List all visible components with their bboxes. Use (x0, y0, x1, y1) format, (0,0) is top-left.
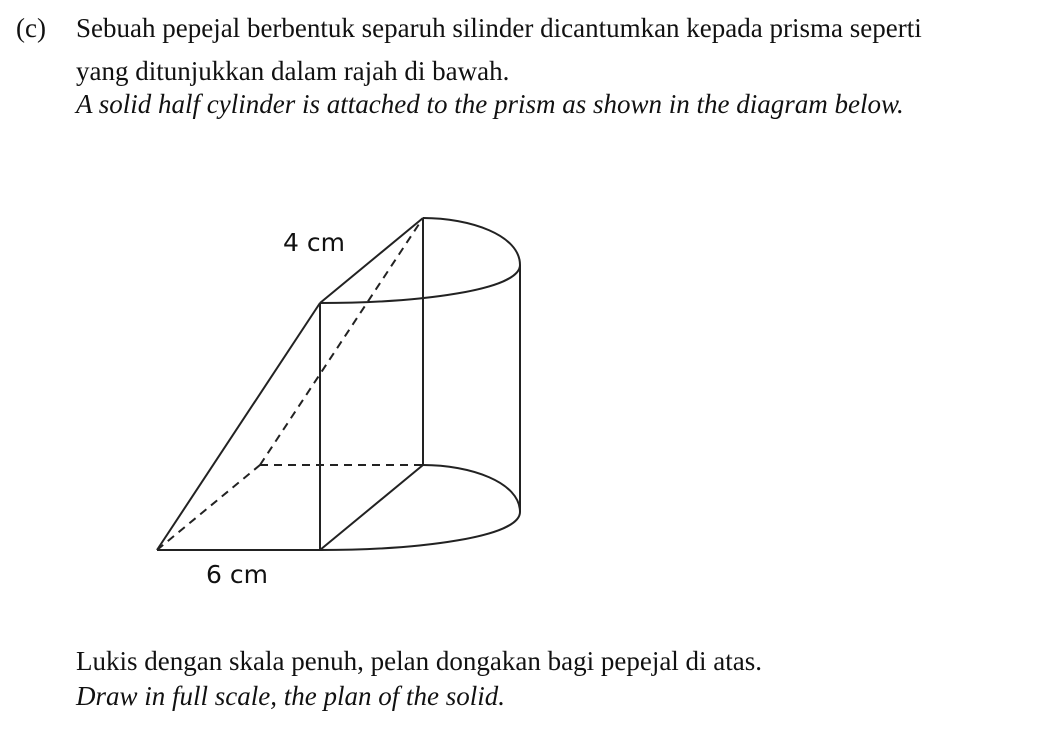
half-cylinder-top-arc (320, 218, 520, 303)
prism-slant-front-edge (157, 303, 320, 550)
question-text-malay-line1: Sebuah pepejal berbentuk separuh silinder dicantumkan kepada prisma seperti (76, 13, 922, 43)
instruction-english: Draw in full scale, the plan of the solid. (76, 681, 505, 711)
dimension-label-6cm: 6 cm (206, 560, 268, 589)
prism-bottom-right-edge (320, 465, 423, 550)
question-text-english: A solid half cylinder is attached to the prism as shown in the diagram below. (76, 89, 904, 119)
question-label: (c) (16, 13, 46, 43)
instruction-malay: Lukis dengan skala penuh, pelan dongakan bagi pepejal di atas. (76, 646, 763, 676)
prism-hidden-depth-edge (157, 465, 260, 550)
dimension-label-4cm: 4 cm (283, 228, 345, 257)
question-text-malay-line2: yang ditunjukkan dalam rajah di bawah. (76, 56, 510, 86)
half-cylinder-bottom-arc (320, 465, 520, 550)
